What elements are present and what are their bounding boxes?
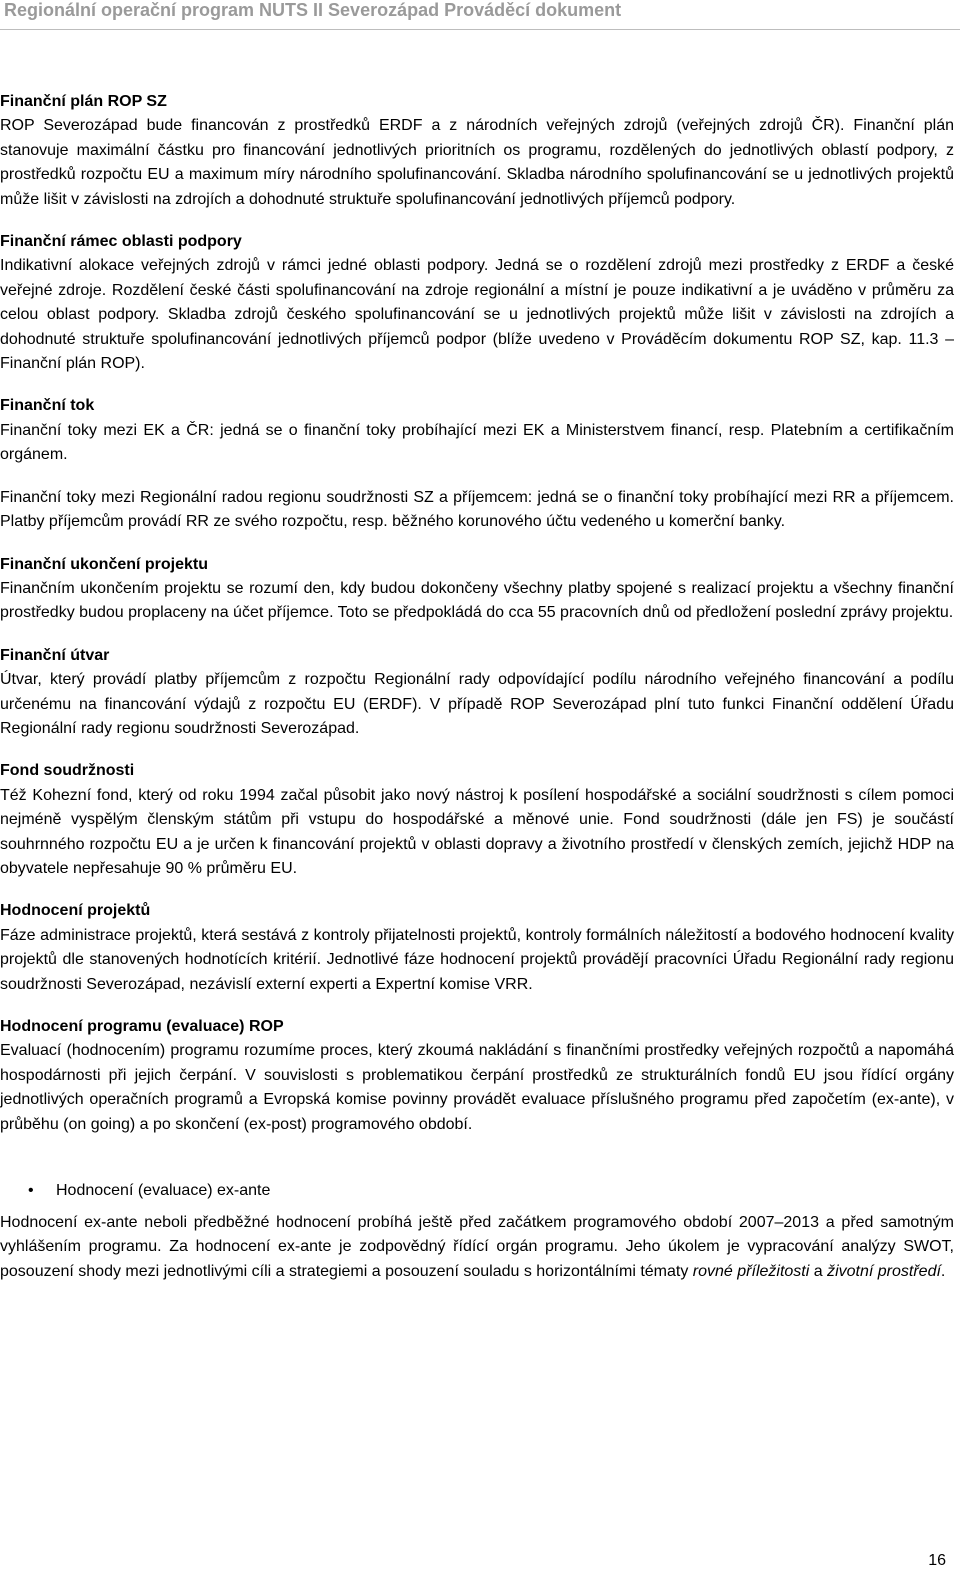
final-period: .: [940, 1262, 946, 1280]
italic-term: rovné příležitosti: [692, 1262, 810, 1280]
section-heading: Finanční ukončení projektu: [0, 555, 209, 573]
bullet-item: [0, 1179, 954, 1203]
section-paragraph: Útvar, který provádí platby příjemcům z rozpočtu Regionální rady odpovídající podílu národního veřejného financování a podílu určenému na financování výdajů z rozpočtu EU (ERDF). V případě ROP Severozápad plní tuto funkci Finanční oddělení Úřadu Regionální rady regionu soudržnosti Severozápad.: [0, 671, 954, 737]
section-paragraph: Indikativní alokace veřejných zdrojů v rámci jedné oblasti podpory. Jedná se o rozdělení zdrojů mezi prostředky z ERDF a české veřejné zdroje. Rozdělení české části spolufinancování na zdroje regionální a místní je pouze indikativní a je uváděno v průměru za celou oblast podpory. Skladba zdrojů českého spolufinancování se u jednotlivých projektů může lišit v závislosti na zdrojích a dohodnuté struktuře spolufinancování jednotlivých příjemců podpor (blíže uvedeno v Prováděcím dokumentu ROP SZ, kap. 11.3 – Finanční plán ROP).: [0, 257, 954, 373]
section-paragraph: Finanční toky mezi Regionální radou regionu soudržnosti SZ a příjemcem: jedná se o finanční toky probíhající mezi RR a příjemcem. Platby příjemcům provádí RR ze svého rozpočtu, resp. běžného korunového účtu vedeného u komerční banky.: [0, 488, 954, 531]
section-heading: Finanční útvar: [0, 646, 110, 664]
section-heading: Finanční tok: [0, 397, 95, 415]
final-paragraph-text: Hodnocení ex-ante neboli předběžné hodnocení probíhá ještě před začátkem programového období 2007–2013 a před samotným vyhlášením programu. Za hodnocení ex-ante je zodpovědný řídící orgán programu. Jeho úkolem je vypracování analýzy SWOT, posouzení shody mezi jednotlivými cíli a strategiemi a posouzení souladu s horizontálními tématy: [0, 1214, 954, 1280]
section-paragraph: Finančním ukončením projektu se rozumí den, kdy budou dokončeny všechny platby spojené s realizací projektu a všechny finanční prostředky budou proplaceny na účet příjemce. Toto se předpokládá do cca 55 pracovních dnů od předložení poslední zprávy projektu.: [0, 579, 954, 622]
bullet-icon: •: [28, 1181, 34, 1199]
section-paragraph: Evaluací (hodnocením) programu rozumíme proces, který zkoumá nakládání s finančními prostředky veřejných rozpočtů a napomáhá hospodárnosti při jejich čerpání. V souvislosti s problematikou čerpání prostředků ze strukturálních fondů EU jsou řídící orgány jednotlivých operačních programů a Evropská komise povinny provádět evaluace příslušného programu před započetím (ex-ante), v průběhu (on going) a po skončení (ex-post) programového období.: [0, 1042, 954, 1133]
section-heading: Hodnocení programu (evaluace) ROP: [0, 1018, 284, 1035]
section-heading: Finanční plán ROP SZ: [0, 93, 167, 110]
section-paragraph: Finanční toky mezi EK a ČR: jedná se o finanční toky probíhající mezi EK a Ministerstvem financí, resp. Platebním a certifikačním orgánem.: [0, 421, 954, 464]
italic-term: životní prostředí: [827, 1262, 941, 1280]
section-paragraph: Též Kohezní fond, který od roku 1994 začal působit jako nový nástroj k posílení hospodářské a sociální soudržnosti s cílem pomoci nejméně vyspělým členským státům při vstupu do hospodářské a měnové unie. Fond soudržnosti (dále jen FS) je součástí souhrnného rozpočtu EU a je určen k financování projektů v oblasti dopravy a životního prostředí v členských zemích, jejichž HDP na obyvatele nepřesahuje 90 % průměru EU.: [0, 786, 954, 877]
section-financni-ukonceni: [0, 553, 954, 626]
section-hodnoceni-projektu: [0, 899, 954, 997]
section-heading: Hodnocení projektů: [0, 902, 151, 920]
page-number: 16: [928, 1552, 946, 1569]
bullet-label: Hodnocení (evaluace) ex-ante: [56, 1181, 271, 1199]
section-financni-utvar: [0, 644, 954, 742]
section-financni-tok: [0, 394, 954, 534]
section-paragraph: Fáze administrace projektů, která sestává z kontroly přijatelnosti projektů, kontroly formálních náležitostí a bodového hodnocení kvality projektů dle stanovených hodnotících kritérií. Jednotlivé fáze hodnocení projektů provádějí pracovníci Úřadu Regionální rady regionu soudržnosti Severozápad, nezávislí externí experti a Expertní komise VRR.: [0, 926, 954, 993]
section-heading: Finanční rámec oblasti podpory: [0, 233, 242, 251]
section-heading: Fond soudržnosti: [0, 762, 135, 780]
section-hodnoceni-programu: [0, 1015, 954, 1137]
section-financni-ramec: [0, 230, 954, 376]
section-financni-plan: [0, 90, 954, 212]
document-body: [0, 90, 954, 1284]
connector-text: a: [809, 1262, 828, 1280]
header-divider: [0, 29, 960, 30]
section-fond-soudrznosti: [0, 759, 954, 881]
final-paragraph: [0, 1211, 954, 1284]
section-paragraph: ROP Severozápad bude financován z prostředků ERDF a z národních veřejných zdrojů (veřejných zdrojů ČR). Finanční plán stanovuje maximální částku pro financování jednotlivých prioritních os programu, rozdělených do jednotlivých oblastí podpory, z prostředků rozpočtu EU a maximum míry národního spolufinancování. Skladba národního spolufinancování se u jednotlivých projektů může lišit v závislosti na zdrojích a dohodnuté struktuře spolufinancování jednotlivých příjemců podpory.: [0, 117, 954, 208]
document-header: Regionální operační program NUTS II Severozápad Prováděcí dokument: [4, 0, 622, 20]
